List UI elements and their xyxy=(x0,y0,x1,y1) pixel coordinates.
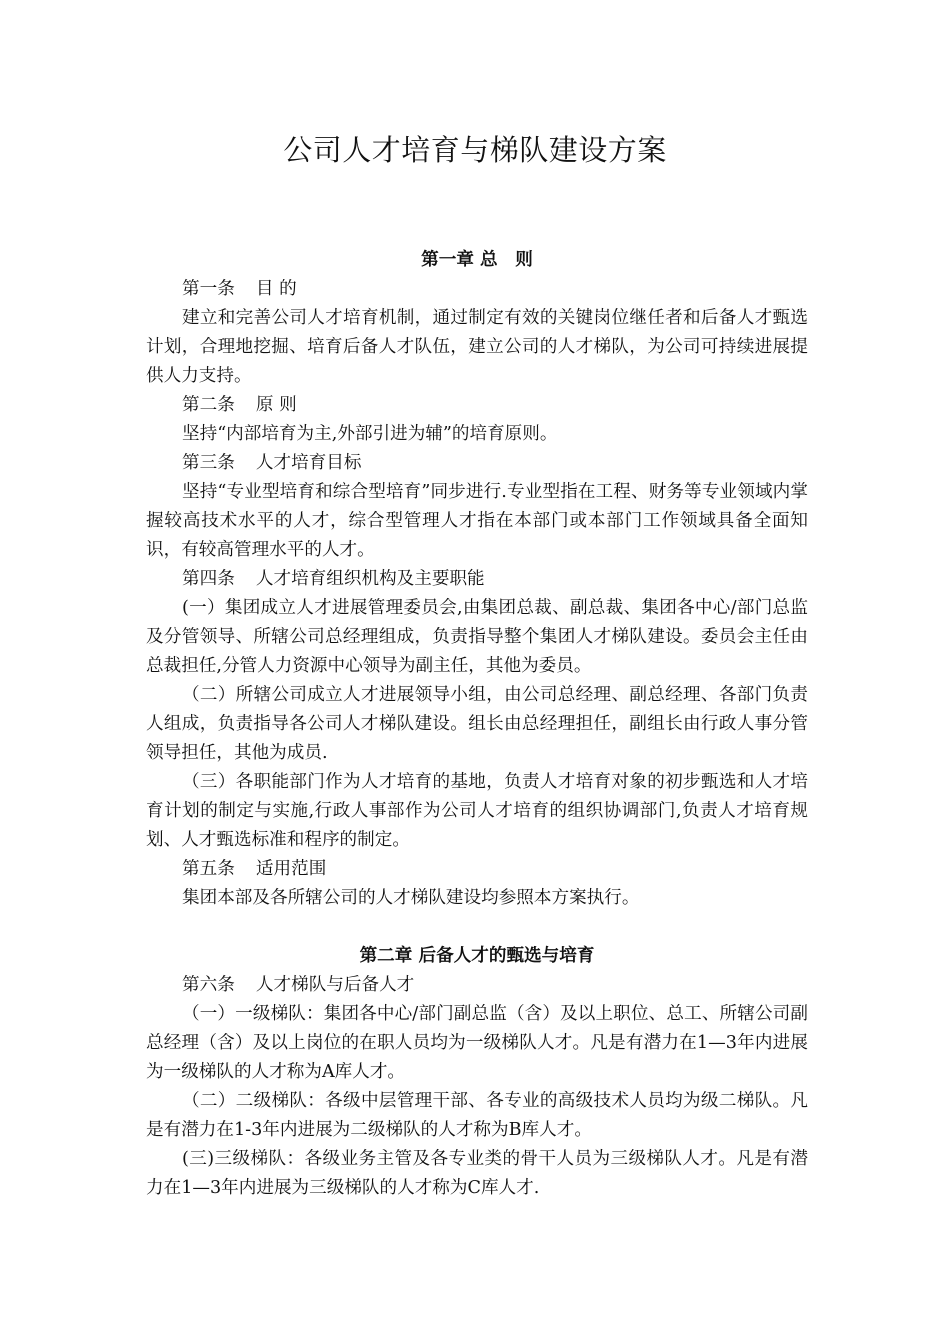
chapter-1 xyxy=(146,246,808,913)
chapter-heading: 第二章 后备人才的甄选与培育 xyxy=(359,946,595,966)
paragraph: （二）所辖公司成立人才进展领导小组，由公司总经理、副总经理、各部门负责人组成，负责指导各公司人才梯队建设。组长由总经理担任，副组长由行政人事分管领导担任，其他为成员. xyxy=(146,685,808,763)
document-title: 公司人才培育与梯队建设方案 xyxy=(283,133,667,167)
paragraph: （三）各职能部门作为人才培育的基地，负责人才培育对象的初步甄选和人才培育计划的制定与实施,行政人事部作为公司人才培育的组织协调部门,负责人才培育规划、人才甄选标准和程序的制定。 xyxy=(146,772,808,850)
article-name: 目 的 xyxy=(255,279,297,299)
article-heading xyxy=(146,971,808,1000)
paragraph: 坚持“内部培育为主,外部引进为辅”的培育原则。 xyxy=(182,424,558,444)
paragraph: (一）集团成立人才进展管理委员会,由集团总裁、副总裁、集团各中心/部门总监及分管领导、所辖公司总经理组成，负责指导整个集团人才梯队建设。委员会主任由总裁担任,分管人力资源中心领导为副主任，其他为委员。 xyxy=(146,598,808,676)
article-heading xyxy=(146,855,808,884)
article-name: 原 则 xyxy=(255,395,297,415)
article-number: 第六条 xyxy=(182,975,235,995)
chapter-heading: 第一章 总 则 xyxy=(421,250,533,270)
paragraph: 建立和完善公司人才培育机制，通过制定有效的关键岗位继任者和后备人才甄选计划，合理地挖掘、培育后备人才队伍，建立公司的人才梯队，为公司可持续进展提供人力支持。 xyxy=(146,308,808,386)
chapter-2 xyxy=(146,942,808,1203)
article-name: 人才培育目标 xyxy=(255,453,362,473)
article-heading xyxy=(146,275,808,304)
paragraph: (三)三级梯队：各级业务主管及各专业类的骨干人员为三级梯队人才。凡是有潜力在1—3年内进展为三级梯队的人才称为C库人才. xyxy=(146,1149,808,1198)
article-heading xyxy=(146,565,808,594)
document-body xyxy=(146,246,808,1203)
article-number: 第四条 xyxy=(182,569,235,589)
article-number: 第五条 xyxy=(182,859,235,879)
article-heading xyxy=(146,449,808,478)
article-number: 第三条 xyxy=(182,453,235,473)
article-number: 第一条 xyxy=(182,279,235,299)
paragraph: （二）二级梯队：各级中层管理干部、各专业的高级技术人员均为级二梯队。凡是有潜力在1-3年内进展为二级梯队的人才称为B库人才。 xyxy=(146,1091,808,1140)
paragraph: 坚持“专业型培育和综合型培育”同步进行.专业型指在工程、财务等专业领域内掌握较高技术水平的人才，综合型管理人才指在本部门或本部门工作领域具备全面知识，有较高管理水平的人才。 xyxy=(146,482,808,560)
article-heading xyxy=(146,391,808,420)
paragraph: （一）一级梯队：集团各中心/部门副总监（含）及以上职位、总工、所辖公司副总经理（含）及以上岗位的在职人员均为一级梯队人才。凡是有潜力在1—3年内进展为一级梯队的人才称为A库人才。 xyxy=(146,1004,808,1082)
article-number: 第二条 xyxy=(182,395,235,415)
paragraph: 集团本部及各所辖公司的人才梯队建设均参照本方案执行。 xyxy=(182,888,640,908)
article-name: 人才培育组织机构及主要职能 xyxy=(255,569,485,589)
article-name: 适用范围 xyxy=(255,859,327,879)
article-name: 人才梯队与后备人才 xyxy=(255,975,415,995)
